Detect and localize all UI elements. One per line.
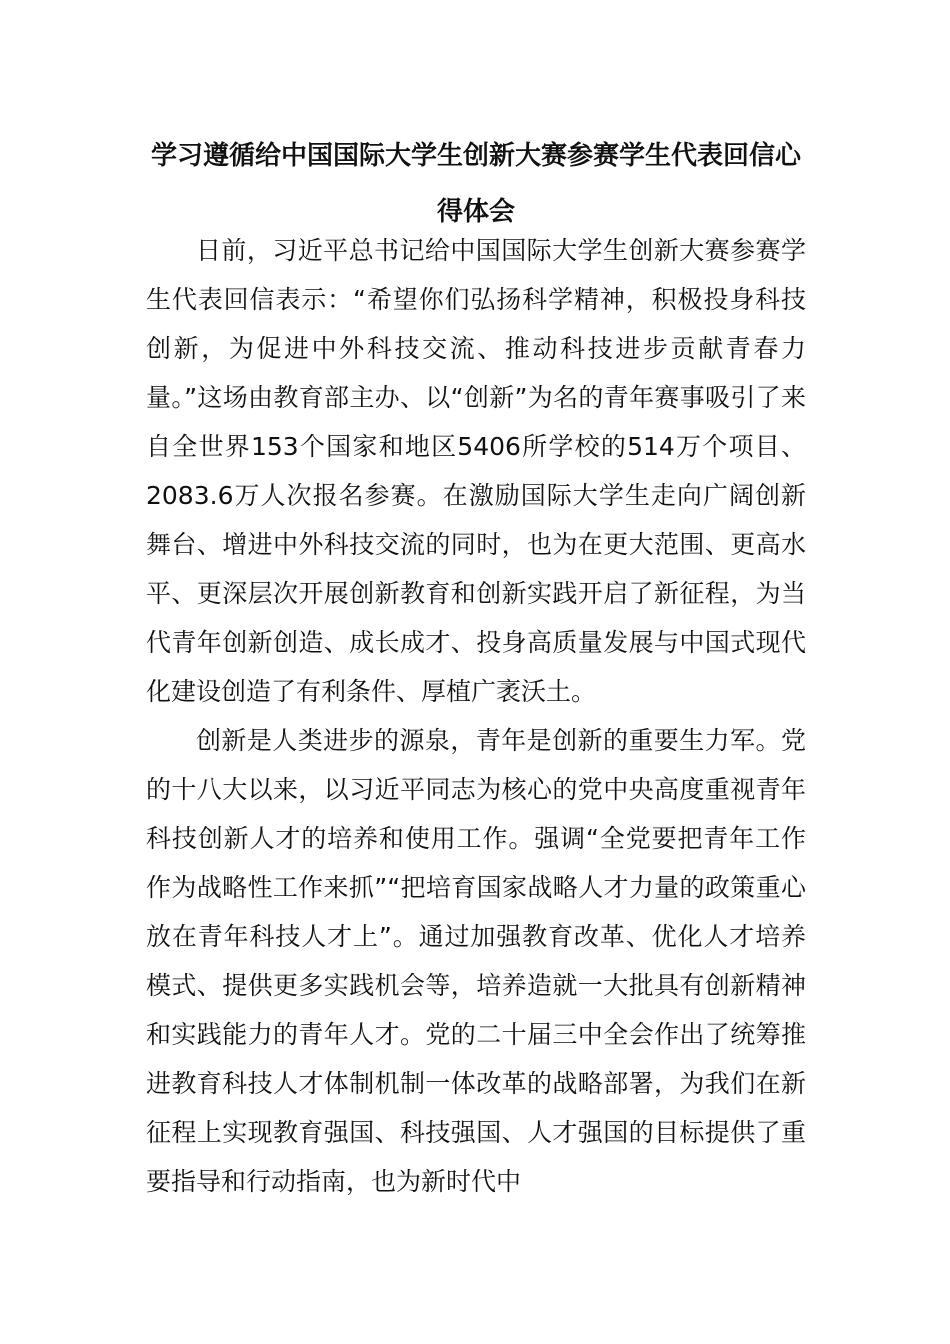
paragraph-2: 创新是人类进步的源泉，青年是创新的重要生力军。党的十八大以来，以习近平同志为核心的党中央高度重视青年科技创新人才的培养和使用工作。强调“全党要把青年工作作为战略性工作来抓”“把培育国家战略人才力量的政策重心放在青年科技人才上”。通过加强教育改革、优化人才培养模式、提供更多实践机会等，培养造就一大批具有创新精神和实践能力的青年人才。党的二十届三中全会作出了统筹推进教育科技人才体制机制一体改革的战略部署，为我们在新征程上实现教育强国、科技强国、人才强国的目标提供了重要指导和行动指南，也为新时代中: [146, 726, 806, 1196]
document-title: 学习遵循给中国国际大学生创新大赛参赛学生代表回信心得体会: [150, 141, 801, 227]
paragraph-1: 日前，习近平总书记给中国国际大学生创新大赛参赛学生代表回信表示：“希望你们弘扬科学精神，积极投身科技创新，为促进中外科技交流、推动科技进步贡献青春力量。”这场由教育部主办、以“创新”为名的青年赛事吸引了来自全世界153个国家和地区5406所学校的514万个项目、2083.6万人次报名参赛。在激励国际大学生走向广阔创新舞台、增进中外科技交流的同时，也为在更大范围、更高水平、更深层次开展创新教育和创新实践开启了新征程，为当代青年创新创造、成长成才、投身高质量发展与中国式现代化建设创造了有利条件、厚植广袤沃土。: [146, 236, 806, 706]
document-body: [146, 226, 806, 1206]
